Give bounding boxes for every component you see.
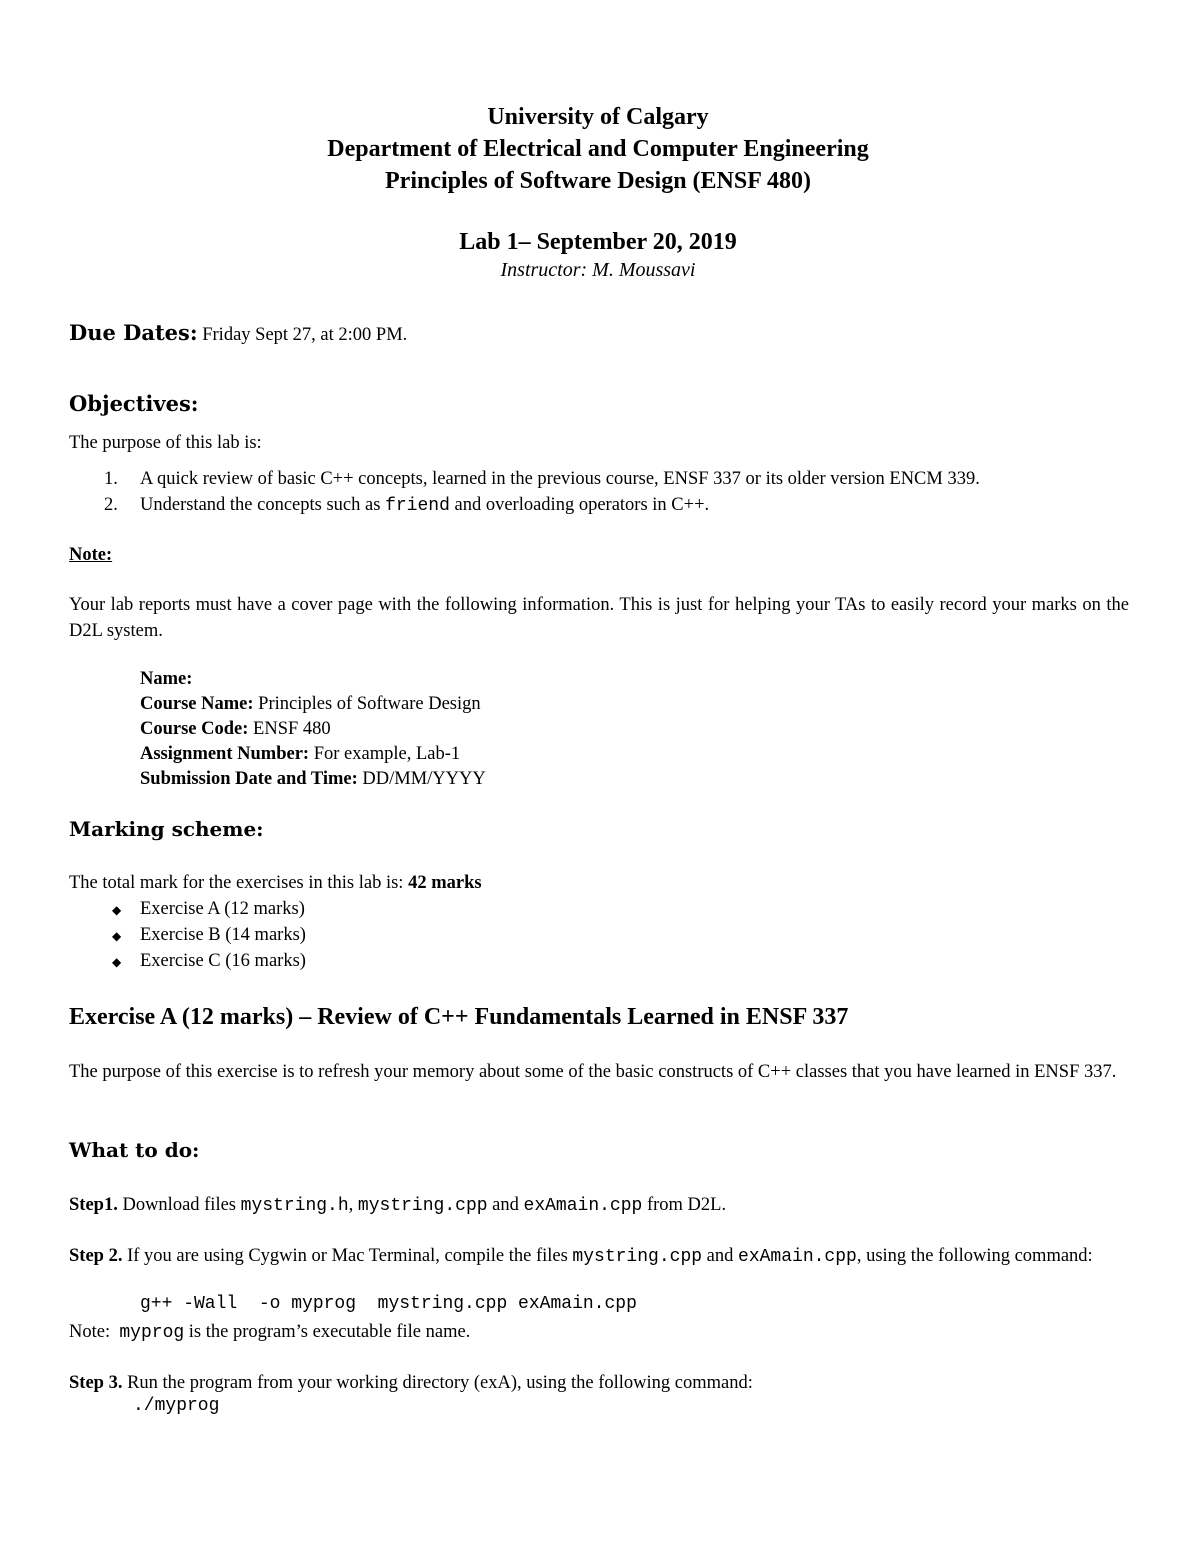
- step-text: and: [702, 1246, 739, 1266]
- file-mystring-h: mystring.h: [240, 1196, 349, 1216]
- objective-text: A quick review of basic C++ concepts, learned in the previous course, ENSF 337 or its older version ENCM 339.: [140, 469, 980, 489]
- bullet-icon: ◆: [112, 902, 122, 917]
- objective-number: 1.: [104, 469, 118, 489]
- cover-field-course-name: [140, 691, 481, 717]
- compile-command: g++ -Wall -o myprog mystring.cpp exAmain.cpp: [140, 1294, 637, 1314]
- field-label: Submission Date and Time:: [140, 769, 358, 789]
- step-text: , using the following command:: [856, 1246, 1093, 1266]
- file-examain-cpp: exAmain.cpp: [523, 1196, 643, 1216]
- marking-item-a: [69, 896, 305, 923]
- step-text: from D2L.: [642, 1195, 727, 1215]
- step-text: If you are using Cygwin or Mac Terminal, compile the files: [122, 1246, 573, 1266]
- due-dates: [69, 320, 407, 348]
- step-text: Run the program from your working directory (exA), using the following command:: [122, 1373, 753, 1393]
- file-mystring-cpp: mystring.cpp: [572, 1247, 703, 1267]
- note-text: is the program’s executable file name.: [184, 1322, 471, 1342]
- executable-name: myprog: [119, 1323, 185, 1343]
- file-mystring-cpp: mystring.cpp: [357, 1196, 488, 1216]
- course-title: Principles of Software Design (ENSF 480): [385, 168, 811, 194]
- marking-item-text: Exercise C (16 marks): [140, 951, 306, 971]
- what-to-do-heading: What to do:: [69, 1138, 200, 1162]
- marking-item-text: Exercise B (14 marks): [140, 925, 306, 945]
- step-2: [69, 1243, 1129, 1270]
- field-label: Name:: [140, 669, 193, 689]
- marking-item-text: Exercise A (12 marks): [140, 899, 305, 919]
- objective-code-friend: friend: [385, 496, 450, 516]
- step-1: [69, 1192, 726, 1219]
- field-label: Assignment Number:: [140, 744, 310, 764]
- objective-item-2: [69, 492, 709, 519]
- note-text: Note:: [69, 1322, 120, 1342]
- marking-total: 42 marks: [408, 873, 482, 893]
- field-value: ENSF 480: [248, 719, 331, 739]
- note-text: Your lab reports must have a cover page with the following information. This is just for helping your TAs to easily record your marks on the D2L system.: [69, 595, 1129, 641]
- instructor: Instructor: M. Moussavi: [500, 259, 696, 281]
- step-label: Step1.: [69, 1195, 118, 1215]
- step-text: and: [487, 1195, 524, 1215]
- cover-field-course-code: [140, 716, 331, 742]
- bullet-icon: ◆: [112, 954, 122, 969]
- objective-number: 2.: [104, 495, 118, 515]
- file-examain-cpp: exAmain.cpp: [738, 1247, 857, 1267]
- step-text: ,: [348, 1195, 358, 1215]
- field-label: Course Code:: [140, 719, 249, 739]
- lab-title: Lab 1– September 20, 2019: [459, 229, 737, 255]
- marking-heading: Marking scheme:: [69, 817, 264, 841]
- marking-intro-text: The total mark for the exercises in this lab is:: [69, 873, 409, 893]
- field-value: Principles of Software Design: [253, 694, 481, 714]
- field-label: Course Name:: [140, 694, 254, 714]
- objectives-heading: Objectives:: [69, 391, 199, 416]
- exercise-a-heading: Exercise A (12 marks) – Review of C++ Fundamentals Learned in ENSF 337: [69, 1004, 849, 1030]
- bullet-icon: ◆: [112, 928, 122, 943]
- marking-item-c: [69, 948, 306, 975]
- step-label: Step 3.: [69, 1373, 123, 1393]
- step-text: Download files: [117, 1195, 241, 1215]
- cover-field-assignment-number: [140, 741, 460, 767]
- department-title: Department of Electrical and Computer Engineering: [327, 136, 869, 162]
- cover-field-name: [140, 666, 192, 692]
- field-value: DD/MM/YYYY: [357, 769, 486, 789]
- run-command: ./myprog: [133, 1396, 220, 1416]
- due-label: Due Dates:: [69, 320, 198, 345]
- marking-item-b: [69, 922, 306, 949]
- step-label: Step 2.: [69, 1246, 123, 1266]
- cover-field-submission-date: [140, 766, 486, 792]
- step-2-note: [69, 1319, 470, 1346]
- field-value: For example, Lab-1: [309, 744, 461, 764]
- exercise-a-text: The purpose of this exercise is to refresh your memory about some of the basic constructs of C++ classes that you have learned in ENSF 337.: [69, 1062, 1117, 1082]
- step-3: [69, 1370, 753, 1396]
- marking-intro: [69, 870, 482, 896]
- objective-text-post: and overloading operators in C++.: [449, 495, 710, 515]
- objective-text-pre: Understand the concepts such as: [140, 495, 386, 515]
- objective-item-1: [69, 466, 980, 492]
- due-value: Friday Sept 27, at 2:00 PM.: [197, 325, 408, 345]
- note-heading: Note:: [69, 545, 113, 565]
- objectives-intro: The purpose of this lab is:: [69, 433, 262, 453]
- university-title: University of Calgary: [487, 104, 709, 130]
